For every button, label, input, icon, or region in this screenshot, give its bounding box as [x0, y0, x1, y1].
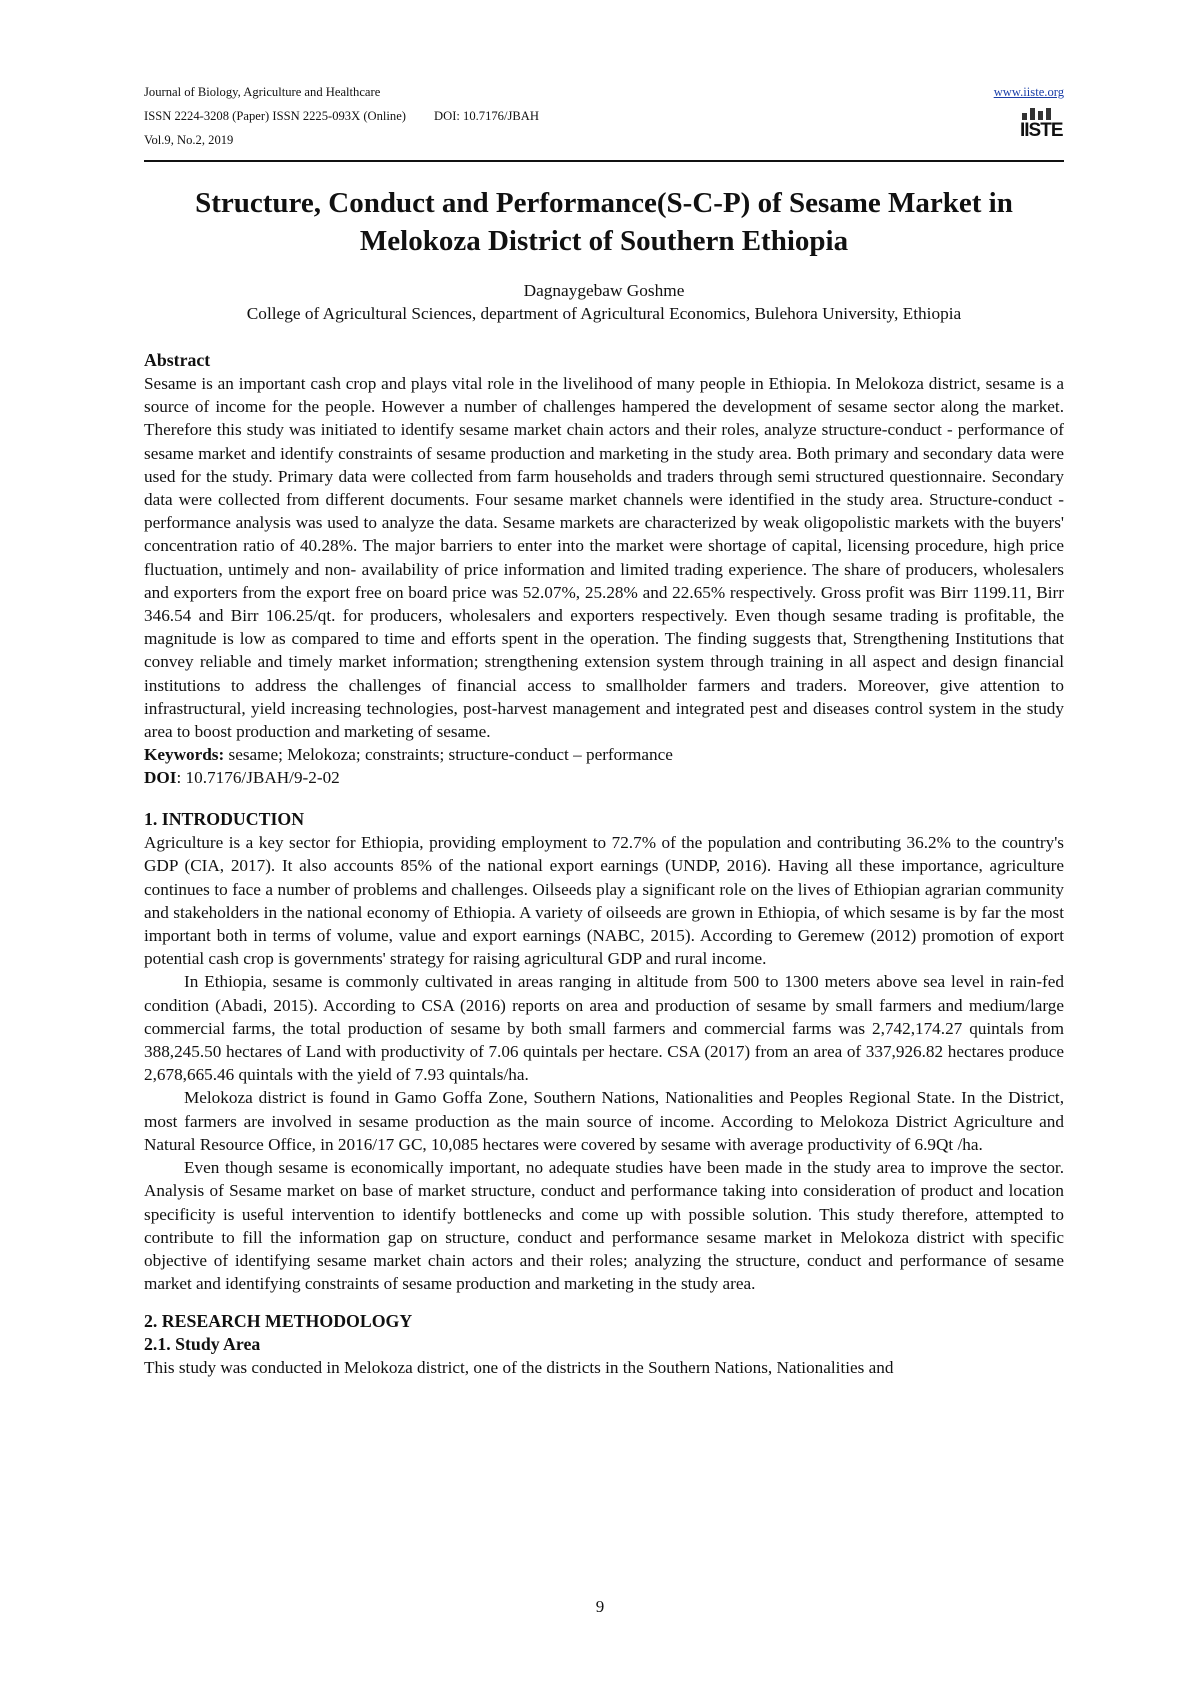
intro-paragraph: In Ethiopia, sesame is commonly cultivated in areas ranging in altitude from 500 to 1300 meters above sea level in rain-fed condition (Abadi, 2015). According to CSA (2016) reports on area and production of sesame by small farmers and medium/large commercial farms, the total production of sesame by both small farmers and commercial farms was 2,742,174.27 quintals from 388,245.50 hectares of Land with productivity of 7.06 quintals per hectare. CSA (2017) from an area of 337,926.82 hectares produce 2,678,665.46 quintals with the yield of 7.93 quintals/ha. [144, 972, 1064, 1085]
issn-line [144, 104, 1064, 128]
journal-name: Journal of Biology, Agriculture and Healthcare [144, 85, 381, 99]
issn: ISSN 2224-3208 (Paper) ISSN 2225-093X (Online) [144, 109, 406, 123]
abstract-text: Sesame is an important cash crop and plays vital role in the livelihood of many people in Ethiopia. In Melokoza district, sesame is a source of income for the people. However a number of challenges hampered the development of sesame sector along the market. Therefore this study was initiated to identify sesame market chain actors and their roles, analyze structure-conduct - performance of sesame market and identify constraints of sesame production and marketing in the study area. Both primary and secondary data were used for the study. Primary data were collected from farm households and traders through semi structured questionnaire. Secondary data were collected from different documents. Four sesame market channels were identified in the study area. Structure-conduct - performance analysis was used to analyze the data. Sesame markets are characterized by weak oligopolistic markets with the buyers' concentration ratio of 40.28%. The major barriers to enter into the market were shortage of capital, licensing procedure, high price fluctuation, untimely and non- availability of price information and limited trading experience. The share of producers, wholesalers and exporters from the export free on board price was 52.07%, 25.28% and 22.65% respectively. Gross profit was Birr 1199.11, Birr 346.54 and Birr 106.25/qt. for producers, wholesalers and exporters respectively. Even though sesame trading is profitable, the magnitude is low as compared to time and efforts spent in the operation. The finding suggests that, Strengthening Institutions that convey reliable and timely market information; strengthening extension system through training in all aspect and design financial institutions to address the challenges of financial access to smallholder farmers and traders. Moreover, give attention to infrastructural, yield increasing technologies, post-harvest management and integrated pest and diseases control system in the study area to boost production and marketing of sesame. [144, 374, 1064, 742]
logo-bars-icon [1022, 108, 1062, 120]
page [144, 80, 1064, 1380]
header-divider [144, 160, 1064, 162]
methodology-heading: 2. RESEARCH METHODOLOGY [144, 1311, 413, 1332]
intro-paragraph: Agriculture is a key sector for Ethiopia, providing employment to 72.7% of the population and contributing 36.2% to the country's GDP (CIA, 2017). It also accounts 85% of the national export earnings (UNDP, 2016). Having all these importance, agriculture continues to face a number of problems and challenges. Oilseeds play a significant role on the lives of Ethiopian agrarian community and stakeholders in the national economy of Ethiopia. A variety of oilseeds are grown in Ethiopia, of which sesame is by far the most important both in terms of volume, value and export earnings (NABC, 2015). According to Geremew (2012) promotion of export potential cash crop is governments' strategy for raising agricultural GDP and rural income. [144, 833, 1064, 969]
author-name: Dagnaygebaw Goshme [523, 281, 685, 300]
doi-value: : 10.7176/JBAH/9-2-02 [176, 768, 340, 788]
paper-title: Structure, Conduct and Performance(S-C-P) of Sesame Market in Melokoza District of Southern Ethiopia [195, 187, 1013, 257]
introduction-heading: 1. INTRODUCTION [144, 809, 305, 830]
website-link[interactable]: www.iiste.org [993, 85, 1064, 99]
volume-issue: Vol.9, No.2, 2019 [144, 133, 234, 147]
journal-doi: DOI: 10.7176/JBAH [434, 109, 539, 123]
author-affiliation: College of Agricultural Sciences, department of Agricultural Economics, Bulehora University, Ethiopia [246, 304, 962, 323]
intro-paragraph: Even though sesame is economically important, no adequate studies have been made in the study area to improve the sector. Analysis of Sesame market on base of market structure, conduct and performance taking into consideration of product and location specificity is useful intervention to identify bottlenecks and come up with possible solution. This study therefore, attempted to contribute to fill the information gap on structure, conduct and performance sesame market in Melokoza district with specific objective of identifying sesame market chain actors and their roles; analyzing the structure, conduct and performance of sesame market and identifying constraints of sesame production and marketing in the study area. [144, 1158, 1064, 1294]
keywords-text: sesame; Melokoza; constraints; structure-conduct – performance [224, 745, 673, 765]
logo-text: IISTE [1020, 120, 1063, 141]
keywords-label: Keywords: [144, 745, 225, 765]
page-number: 9 [595, 1597, 605, 1616]
doi-line [144, 766, 1064, 789]
journal-header [144, 80, 1064, 156]
abstract-heading: Abstract [144, 350, 211, 370]
iiste-logo [1020, 108, 1062, 152]
keywords-line [144, 743, 1064, 766]
study-area-text: This study was conducted in Melokoza district, one of the districts in the Southern Nations, Nationalities and [144, 1358, 894, 1378]
doi-label: DOI [144, 768, 177, 788]
intro-paragraph: Melokoza district is found in Gamo Goffa Zone, Southern Nations, Nationalities and Peoples Regional State. In the District, most farmers are involved in sesame production as the main source of income. According to Melokoza District Agriculture and Natural Resource Office, in 2016/17 GC, 10,085 hectares were covered by sesame with average productivity of 6.9Qt /ha. [144, 1088, 1064, 1154]
study-area-heading: 2.1. Study Area [144, 1334, 261, 1355]
